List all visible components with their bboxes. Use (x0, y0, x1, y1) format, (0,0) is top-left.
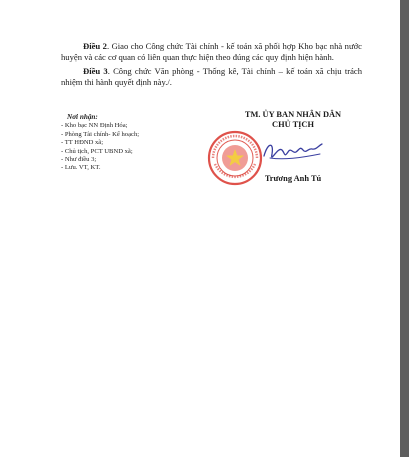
signer-name: Trương Anh Tú (264, 174, 322, 183)
sign-org: TM. ỦY BAN NHÂN DÂN (244, 110, 342, 119)
recipient-item: - Chủ tịch, PCT UBND xã; (61, 147, 133, 155)
recipient-item: - Phòng Tài chính- Kế hoạch; (61, 130, 140, 138)
signature-heading (228, 110, 358, 130)
recipients-title: Nơi nhận: (67, 113, 98, 121)
recipients-block (61, 113, 211, 173)
sign-title: CHỦ TỊCH (272, 120, 314, 129)
viewer-scrollbar[interactable] (400, 0, 409, 457)
article-2-label: Điều 2 (83, 41, 107, 51)
article-3-label: Điều 3 (83, 66, 108, 76)
article-3-text: . Công chức Văn phòng - Thống kê, Tài chính – kế toán xã chịu trách nhiệm thi hành quyết định này./. (61, 66, 362, 87)
recipient-item: - Lưu. VT, KT. (61, 164, 101, 172)
recipient-item: - Như điều 3; (61, 156, 97, 164)
document-body (61, 41, 362, 91)
handwritten-signature (260, 136, 326, 168)
article-2 (61, 41, 362, 63)
article-3 (61, 66, 362, 88)
article-2-text: . Giao cho Công chức Tài chính - kế toán xã phối hợp Kho bạc nhà nước huyện và các cơ quan có liên quan thực hiện theo đúng các quy định hiện hành. (61, 41, 362, 62)
recipient-item: - TT HĐND xã; (61, 139, 104, 147)
recipients-list (61, 122, 211, 172)
recipient-item: - Kho bạc NN Định Hóa; (61, 122, 128, 130)
